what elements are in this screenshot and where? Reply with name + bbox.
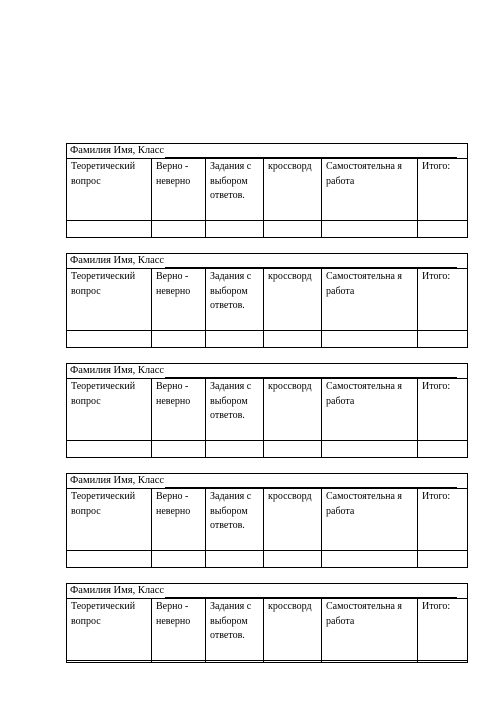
score-cell-total[interactable] [418, 551, 467, 567]
score-entry-row [67, 331, 467, 347]
score-entry-row [67, 661, 467, 662]
student-name-blank[interactable] [165, 476, 457, 488]
column-header-multiple-choice: Задания с выбором ответов. [206, 489, 264, 551]
column-header-total: Итого: [418, 489, 467, 551]
column-header-crossword: кроссворд [264, 489, 322, 551]
score-cell-total[interactable] [418, 441, 467, 457]
score-cell-independent-work[interactable] [322, 331, 418, 347]
column-header-multiple-choice: Задания с выбором ответов. [206, 379, 264, 441]
column-header-theory-question: Теоретический вопрос [67, 269, 152, 331]
score-cell-theory-question[interactable] [67, 551, 152, 567]
column-header-row [67, 379, 467, 441]
column-header-true-false: Верно - неверно [152, 489, 206, 551]
column-header-crossword: кроссворд [264, 269, 322, 331]
column-header-crossword: кроссворд [264, 159, 322, 221]
column-header-theory-question: Теоретический вопрос [67, 489, 152, 551]
student-name-class-row [67, 254, 467, 269]
student-name-blank[interactable] [165, 586, 457, 598]
column-header-multiple-choice: Задания с выбором ответов. [206, 159, 264, 221]
score-cell-theory-question[interactable] [67, 221, 152, 237]
student-form-card [66, 583, 468, 663]
column-header-true-false: Верно - неверно [152, 599, 206, 661]
column-header-independent-work: Самостоятельна я работа [322, 159, 418, 221]
score-cell-theory-question[interactable] [67, 661, 152, 662]
column-header-total: Итого: [418, 379, 467, 441]
column-header-row [67, 159, 467, 221]
student-name-blank[interactable] [165, 146, 457, 158]
score-cell-true-false[interactable] [152, 331, 206, 347]
student-name-label: Фамилия Имя, Класс [70, 145, 165, 156]
score-entry-row [67, 441, 467, 457]
student-name-label: Фамилия Имя, Класс [70, 255, 165, 266]
student-name-blank[interactable] [165, 366, 457, 378]
column-header-theory-question: Теоретический вопрос [67, 159, 152, 221]
column-header-total: Итого: [418, 599, 467, 661]
score-cell-crossword[interactable] [264, 551, 322, 567]
score-cell-crossword[interactable] [264, 441, 322, 457]
score-cell-independent-work[interactable] [322, 661, 418, 662]
column-header-independent-work: Самостоятельна я работа [322, 599, 418, 661]
column-header-row [67, 489, 467, 551]
score-cell-total[interactable] [418, 221, 467, 237]
student-name-class-row [67, 584, 467, 599]
column-header-total: Итого: [418, 269, 467, 331]
column-header-multiple-choice: Задания с выбором ответов. [206, 269, 264, 331]
column-header-independent-work: Самостоятельна я работа [322, 379, 418, 441]
student-name-class-row [67, 364, 467, 379]
student-name-class-row [67, 474, 467, 489]
column-header-independent-work: Самостоятельна я работа [322, 269, 418, 331]
student-form-card [66, 363, 468, 458]
score-cell-multiple-choice[interactable] [206, 551, 264, 567]
score-cell-true-false[interactable] [152, 441, 206, 457]
column-header-theory-question: Теоретический вопрос [67, 379, 152, 441]
score-cell-crossword[interactable] [264, 331, 322, 347]
column-header-independent-work: Самостоятельна я работа [322, 489, 418, 551]
student-form-card [66, 253, 468, 348]
score-cell-multiple-choice[interactable] [206, 441, 264, 457]
score-cell-independent-work[interactable] [322, 441, 418, 457]
column-header-row [67, 269, 467, 331]
score-entry-row [67, 551, 467, 567]
score-cell-multiple-choice[interactable] [206, 331, 264, 347]
student-form-card [66, 473, 468, 568]
column-header-total: Итого: [418, 159, 467, 221]
score-cell-multiple-choice[interactable] [206, 221, 264, 237]
student-name-label: Фамилия Имя, Класс [70, 475, 165, 486]
score-entry-row [67, 221, 467, 237]
column-header-multiple-choice: Задания с выбором ответов. [206, 599, 264, 661]
score-cell-multiple-choice[interactable] [206, 661, 264, 662]
column-header-true-false: Верно - неверно [152, 159, 206, 221]
column-header-crossword: кроссворд [264, 599, 322, 661]
column-header-theory-question: Теоретический вопрос [67, 599, 152, 661]
student-name-label: Фамилия Имя, Класс [70, 365, 165, 376]
column-header-crossword: кроссворд [264, 379, 322, 441]
score-cell-crossword[interactable] [264, 221, 322, 237]
score-cell-total[interactable] [418, 661, 467, 662]
score-cell-true-false[interactable] [152, 551, 206, 567]
score-cell-independent-work[interactable] [322, 551, 418, 567]
column-header-row [67, 599, 467, 661]
score-cell-true-false[interactable] [152, 661, 206, 662]
student-name-class-row [67, 144, 467, 159]
score-cell-independent-work[interactable] [322, 221, 418, 237]
column-header-true-false: Верно - неверно [152, 379, 206, 441]
student-name-label: Фамилия Имя, Класс [70, 585, 165, 596]
student-name-blank[interactable] [165, 256, 457, 268]
column-header-true-false: Верно - неверно [152, 269, 206, 331]
score-cell-crossword[interactable] [264, 661, 322, 662]
student-form-card [66, 143, 468, 238]
score-cell-theory-question[interactable] [67, 441, 152, 457]
score-cell-true-false[interactable] [152, 221, 206, 237]
score-cell-total[interactable] [418, 331, 467, 347]
score-cell-theory-question[interactable] [67, 331, 152, 347]
